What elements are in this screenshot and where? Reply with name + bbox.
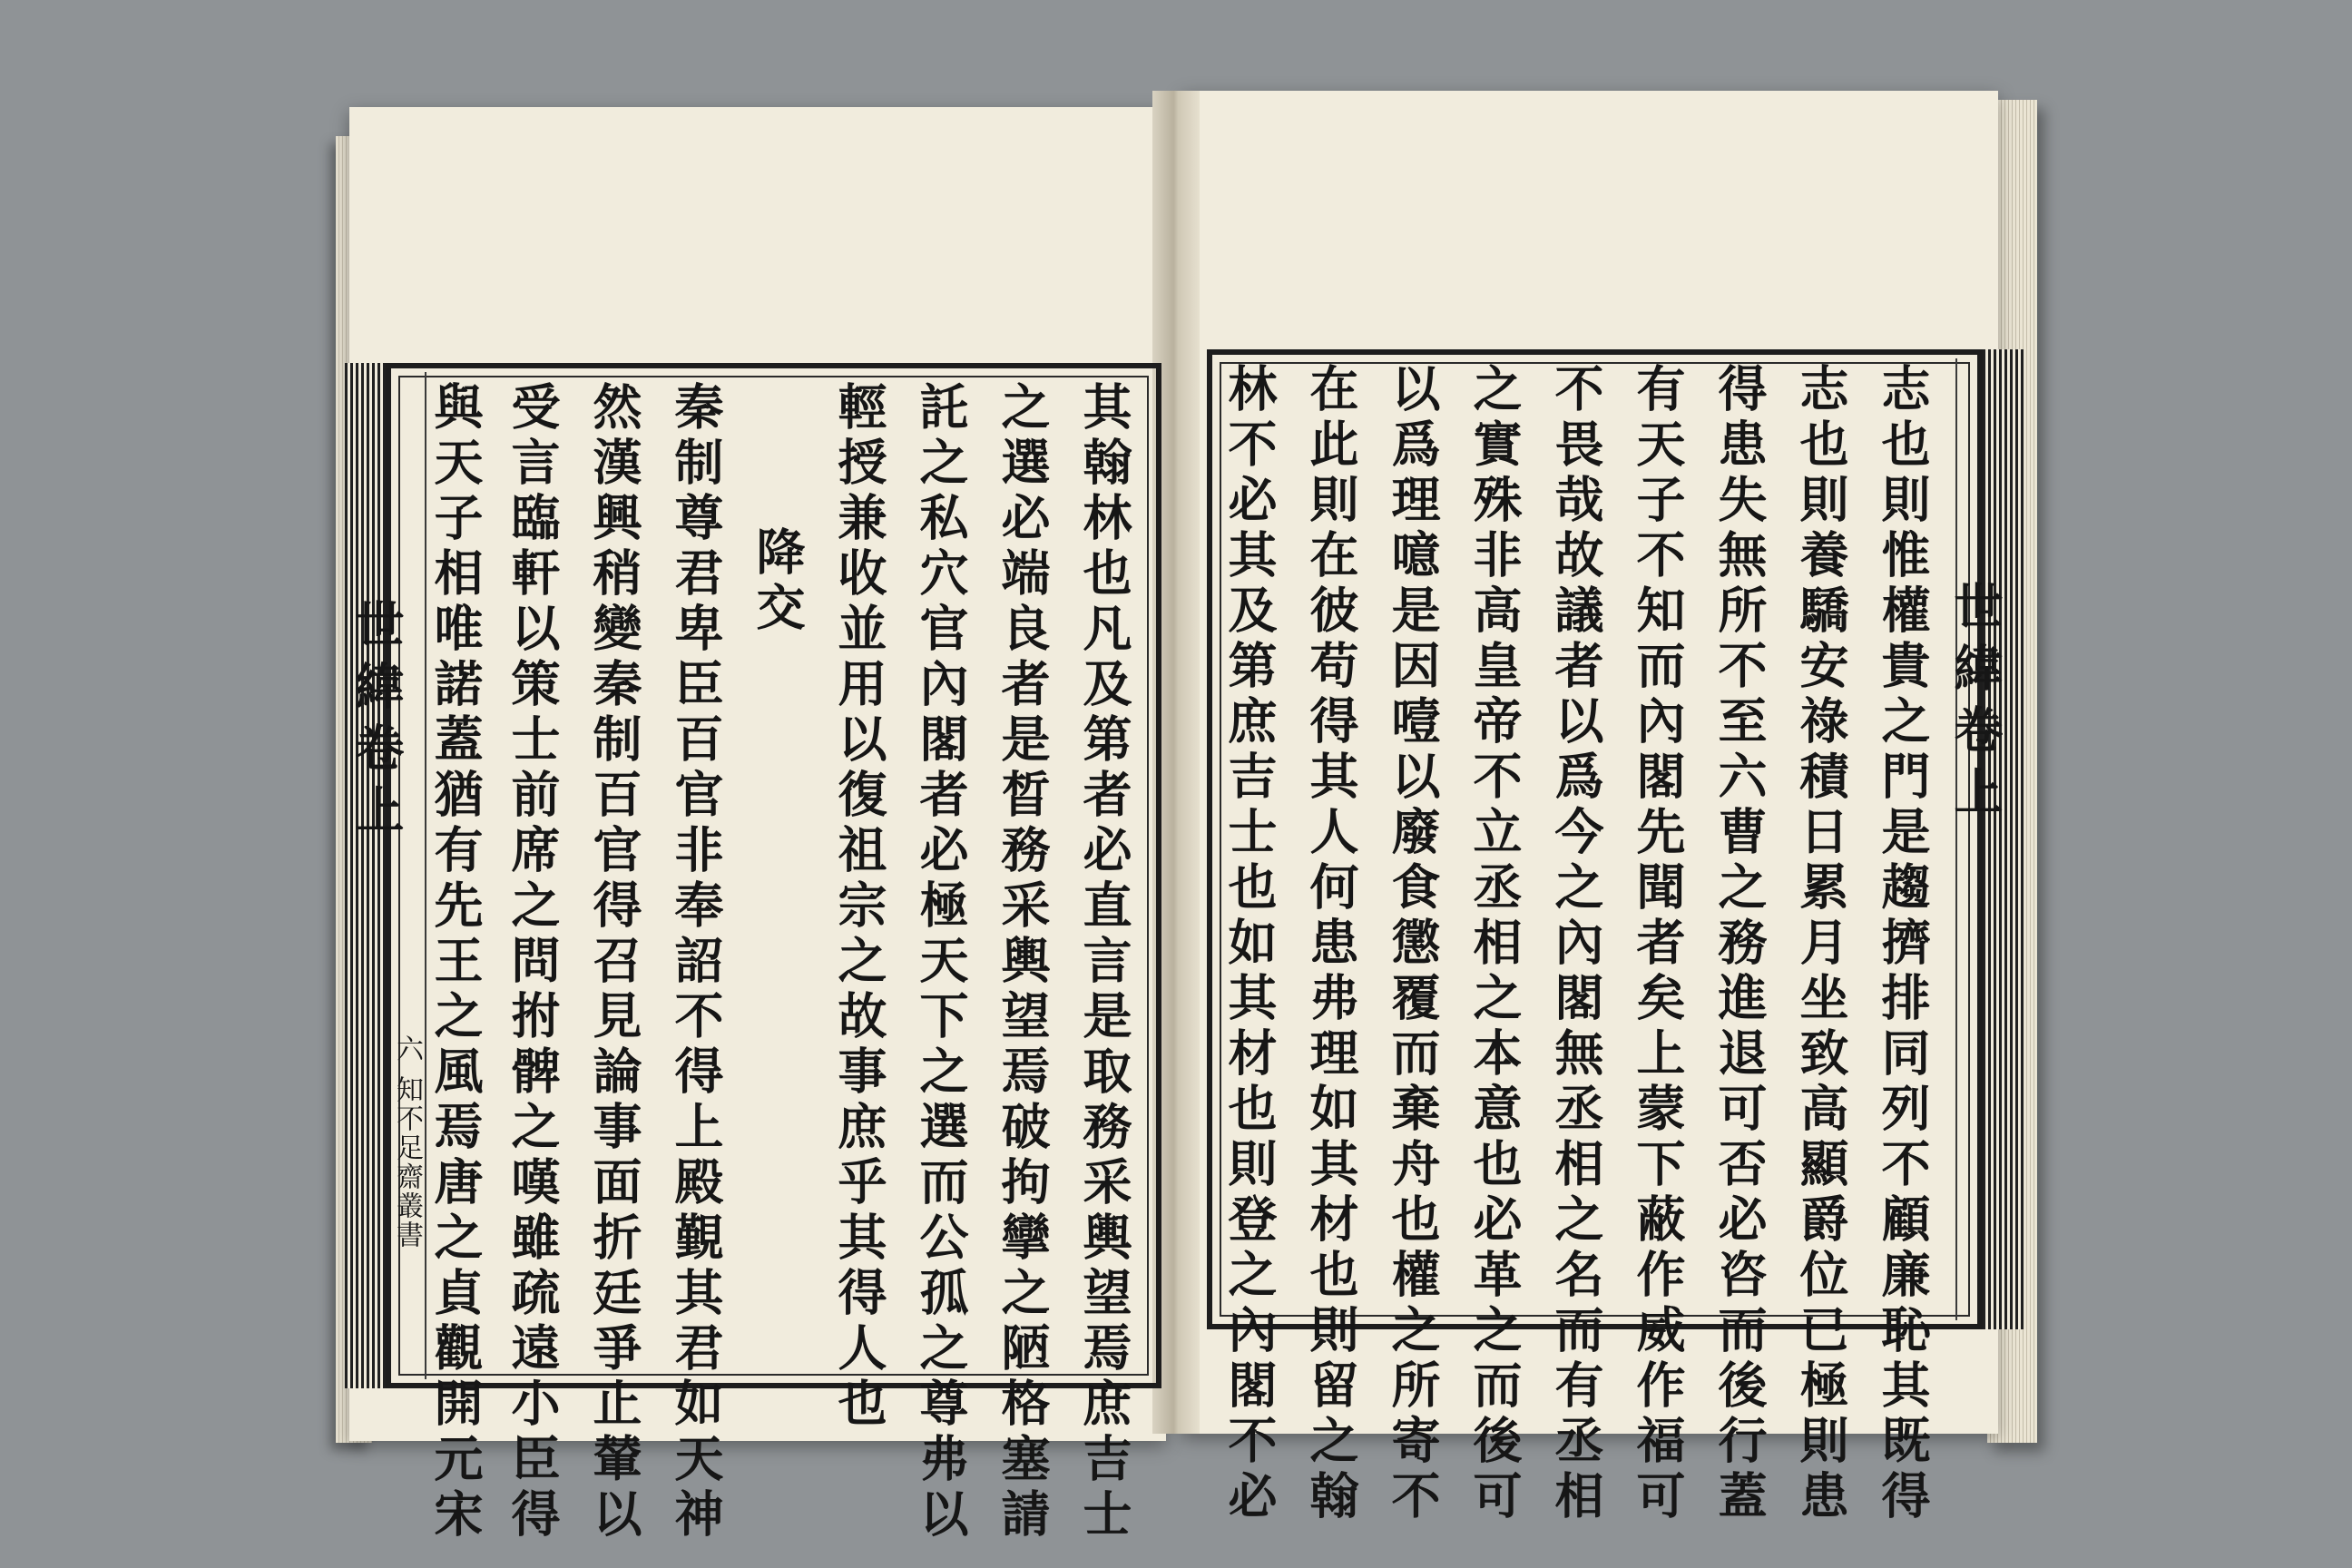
right-column-8: 在此則在彼苟得其人何患弗理如其材也則留之翰 bbox=[1302, 363, 1360, 1525]
left-column-3: 託之私穴官內閣者必極天下之選而公孤之尊弗以 bbox=[912, 381, 970, 1544]
right-center-title: 世緯卷上 bbox=[1946, 581, 2004, 828]
left-folio-number: 六 bbox=[391, 1034, 423, 1063]
left-column-7: 然漢興稍變秦制百官得召見論事面折廷爭止輦以 bbox=[585, 381, 643, 1544]
left-publisher: 知不足齋叢書 bbox=[391, 1075, 423, 1250]
left-block-edge bbox=[345, 363, 386, 1388]
right-block-edge bbox=[1983, 349, 2024, 1329]
left-center-title: 世緯卷上 bbox=[348, 599, 406, 846]
right-column-6: 之實殊非高皇帝不立丞相之本意也必革之而後可 bbox=[1465, 363, 1524, 1525]
left-column-2: 之選必端良者是晳務采輿望焉破拘攣之陋格塞請 bbox=[994, 381, 1052, 1544]
right-column-7: 以爲理噫是因噎以廢食懲覆而棄舟也權之所寄不 bbox=[1384, 363, 1442, 1525]
left-column-6: 秦制尊君卑臣百官非奉詔不得上殿覲其君如天神 bbox=[667, 381, 725, 1544]
left-column-9: 與天子相唯諾蓋猶有先王之風焉唐之貞觀開元宋 bbox=[426, 381, 485, 1544]
right-center-rule bbox=[1955, 358, 1957, 1320]
right-column-9: 林不必其及第庶吉士也如其材也則登之內閣不必 bbox=[1220, 363, 1279, 1525]
right-column-4: 有天子不知而內閣先聞者矣上蒙下蔽作威作福可 bbox=[1629, 363, 1687, 1525]
right-column-2: 志也則養驕安祿積日累月坐致高顯爵位已極則患 bbox=[1792, 363, 1850, 1525]
left-section-heading: 降交 bbox=[749, 526, 807, 637]
left-column-8: 受言臨軒以策士前席之問拊髀之嘆雖疏遠小臣得 bbox=[504, 381, 562, 1544]
right-column-5: 不畏哉故議者以爲今之內閣無丞相之名而有丞相 bbox=[1547, 363, 1605, 1525]
left-column-1: 其翰林也凡及第者必直言是取務采輿望焉庶吉士 bbox=[1075, 381, 1133, 1544]
left-column-4: 輕授兼收並用以復祖宗之故事庶乎其得人也 bbox=[830, 381, 888, 1433]
right-column-3: 得患失無所不至六曹之務進退可否必咨而後行蓋 bbox=[1710, 363, 1769, 1525]
right-column-1: 志也則惟權貴之門是趨擠排同列不顧廉恥其既得 bbox=[1874, 363, 1932, 1525]
